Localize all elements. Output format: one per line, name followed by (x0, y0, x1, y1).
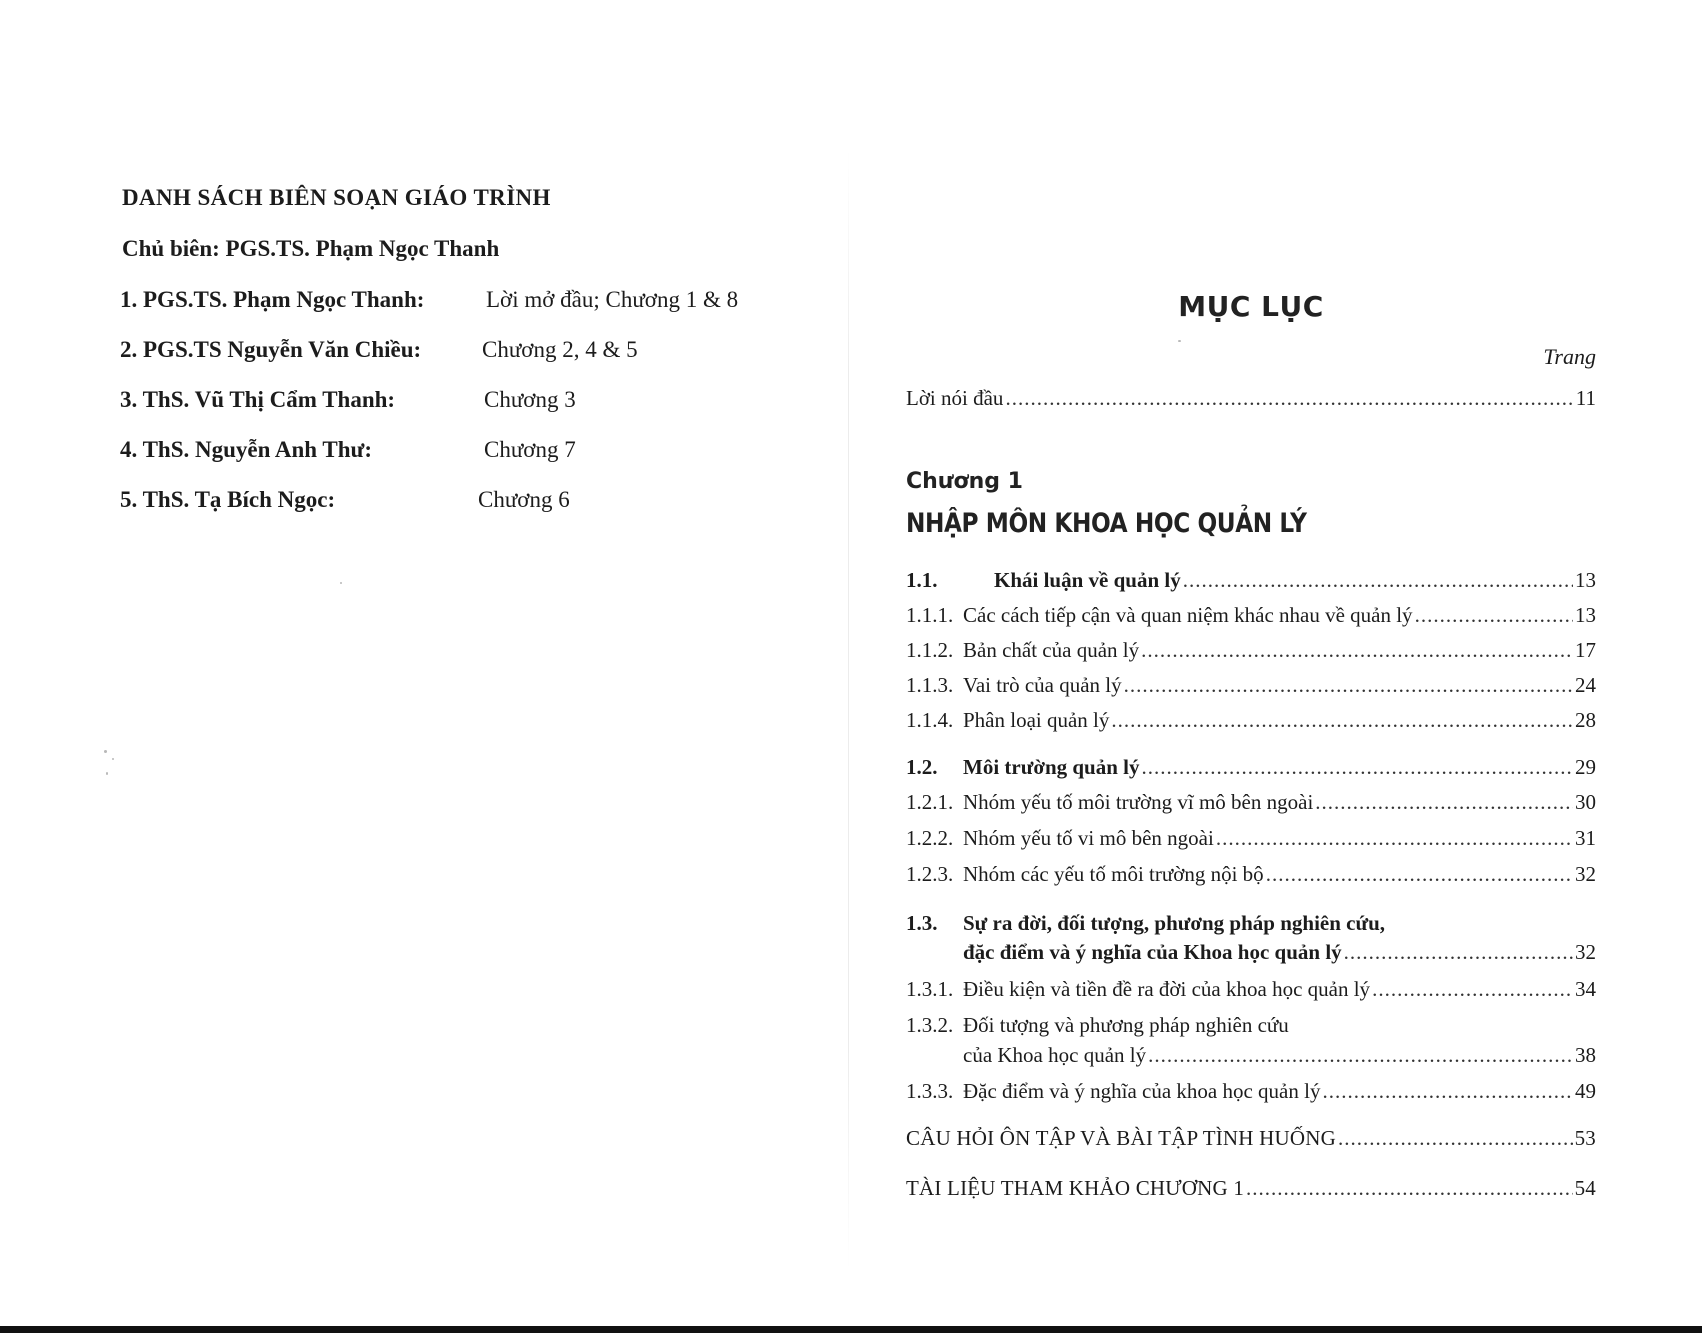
editor-line: Chủ biên: PGS.TS. Phạm Ngọc Thanh (122, 236, 500, 261)
toc-entry-text: TÀI LIỆU THAM KHẢO CHƯƠNG 1 (906, 1176, 1245, 1200)
author-part: Chương 3 (484, 387, 576, 412)
toc-entry[interactable] (906, 1043, 1596, 1071)
toc-entry-number: 1.2.2. (906, 826, 954, 850)
author-name: 2. PGS.TS Nguyễn Văn Chiều: (120, 337, 422, 362)
toc-entry[interactable] (906, 568, 1596, 596)
author-part: Chương 6 (478, 487, 570, 512)
dot-leader (1322, 1079, 1573, 1104)
toc-entry-page: 38 (1575, 1043, 1596, 1067)
toc-entry[interactable] (906, 826, 1596, 854)
dot-leader (1338, 1126, 1573, 1151)
toc-entry-references[interactable] (906, 1176, 1596, 1204)
dot-leader (1148, 1043, 1573, 1068)
toc-entry-text: Lời nói đầu (906, 386, 1004, 410)
toc-entry-text: Nhóm yếu tố vi mô bên ngoài (963, 826, 1214, 850)
toc-entry-page: 13 (1575, 568, 1596, 592)
scan-speck (1178, 340, 1181, 342)
toc-entry-page: 53 (1574, 1126, 1596, 1150)
toc-entry-page: 11 (1575, 386, 1596, 410)
toc-entry[interactable] (906, 603, 1596, 631)
toc-entry-number: 1.1.1. (906, 603, 954, 627)
toc-entry[interactable] (906, 673, 1596, 701)
dot-leader (1415, 603, 1573, 628)
toc-entry[interactable] (906, 790, 1596, 818)
dot-leader (1183, 568, 1573, 593)
toc-entry[interactable] (906, 862, 1596, 890)
dot-leader (1266, 862, 1573, 887)
toc-entry-text: CÂU HỎI ÔN TẬP VÀ BÀI TẬP TÌNH HUỐNG (906, 1126, 1336, 1150)
toc-entry-text: đặc điểm và ý nghĩa của Khoa học quản lý (963, 940, 1342, 964)
toc-entry-number: 1.3.3. (906, 1079, 954, 1103)
dot-leader (1141, 638, 1573, 663)
dot-leader (1216, 826, 1573, 851)
dot-leader (1124, 673, 1573, 698)
toc-entry[interactable] (906, 1079, 1596, 1107)
toc-entry-page: 31 (1575, 826, 1596, 850)
toc-entry[interactable] (906, 638, 1596, 666)
chapter-title: NHẬP MÔN KHOA HỌC QUẢN LÝ (906, 508, 1307, 539)
chapter-label: Chương 1 (906, 469, 1023, 494)
toc-entry[interactable] (906, 977, 1596, 1005)
toc-entry-text: Nhóm các yếu tố môi trường nội bộ (963, 862, 1264, 886)
toc-entry-text: Điều kiện và tiền đề ra đời của khoa học quản lý (963, 977, 1371, 1001)
toc-entry-page: 24 (1575, 673, 1596, 697)
author-part: Lời mở đầu; Chương 1 & 8 (486, 287, 739, 312)
toc-entry-page: 32 (1575, 862, 1596, 886)
toc-entry-page: 49 (1575, 1079, 1596, 1103)
toc-entry-number: 1.1. (906, 568, 938, 592)
scan-speck (106, 772, 108, 775)
toc-entry-number: 1.3.1. (906, 977, 954, 1001)
dot-leader (1005, 386, 1573, 411)
toc-entry-text: Khái luận về quản lý (994, 568, 1181, 592)
toc-entry-text: Vai trò của quản lý (963, 673, 1122, 697)
toc-entry-text: Bản chất của quản lý (963, 638, 1140, 662)
toc-entry-page: 30 (1575, 790, 1596, 814)
toc-entry-number: 1.2. (906, 755, 938, 779)
author-part: Chương 7 (484, 437, 576, 462)
dot-leader (1344, 940, 1573, 965)
toc-entry-text: Phân loại quản lý (963, 708, 1110, 732)
toc-entry-page: 32 (1575, 940, 1596, 964)
toc-entry-page: 54 (1574, 1176, 1596, 1200)
toc-entry-page: 17 (1575, 638, 1596, 662)
page-gutter (848, 150, 849, 1270)
toc-entry-number: 1.2.3. (906, 862, 954, 886)
toc-entry-number: 1.3.2. (906, 1013, 954, 1037)
toc-entry-page: 34 (1575, 977, 1596, 1001)
scan-speck (112, 758, 114, 760)
dot-leader (1142, 755, 1573, 780)
dot-leader (1372, 977, 1573, 1002)
toc-entry-number: 1.1.2. (906, 638, 954, 662)
dot-leader (1246, 1176, 1573, 1201)
author-name: 5. ThS. Tạ Bích Ngọc: (120, 487, 336, 512)
toc-entry-page: 13 (1575, 603, 1596, 627)
credits-title: DANH SÁCH BIÊN SOẠN GIÁO TRÌNH (122, 185, 551, 210)
dot-leader (1315, 790, 1573, 815)
toc-entry-text: Nhóm yếu tố môi trường vĩ mô bên ngoài (963, 790, 1314, 814)
toc-entry[interactable] (906, 755, 1596, 783)
toc-entry-preface[interactable] (906, 386, 1596, 414)
toc-entry-first-line[interactable] (906, 1013, 1596, 1041)
toc-entry-number: 1.1.3. (906, 673, 954, 697)
toc-title: MỤC LỤC (1178, 290, 1324, 323)
toc-entry-text: Các cách tiếp cận và quan niệm khác nhau về quản lý (963, 603, 1413, 627)
toc-entry-number: 1.2.1. (906, 790, 954, 814)
toc-entry-text-line1: Sự ra đời, đối tượng, phương pháp nghiên cứu, (963, 911, 1386, 935)
author-part: Chương 2, 4 & 5 (482, 337, 638, 362)
toc-entry-page: 28 (1575, 708, 1596, 732)
scan-speck (340, 582, 342, 584)
toc-entry-text: Đặc điểm và ý nghĩa của khoa học quản lý (963, 1079, 1321, 1103)
author-name: 4. ThS. Nguyễn Anh Thư: (120, 437, 373, 462)
toc-entry-text: Môi trường quản lý (963, 755, 1140, 779)
toc-entry-text-line1: Đối tượng và phương pháp nghiên cứu (963, 1013, 1289, 1037)
toc-entry-first-line[interactable] (906, 911, 1596, 939)
page-column-label: Trang (1543, 344, 1596, 369)
toc-entry-number: 1.3. (906, 911, 938, 935)
author-name: 3. ThS. Vũ Thị Cẩm Thanh: (120, 387, 396, 412)
toc-entry-page: 29 (1575, 755, 1596, 779)
dot-leader (1111, 708, 1573, 733)
toc-entry-number: 1.1.4. (906, 708, 954, 732)
author-name: 1. PGS.TS. Phạm Ngọc Thanh: (120, 287, 425, 312)
scan-speck (104, 750, 107, 753)
scan-bottom-edge (0, 1326, 1702, 1333)
toc-entry-review[interactable] (906, 1126, 1596, 1154)
toc-entry[interactable] (906, 940, 1596, 968)
toc-entry[interactable] (906, 708, 1596, 736)
toc-entry-text: của Khoa học quản lý (963, 1043, 1147, 1067)
